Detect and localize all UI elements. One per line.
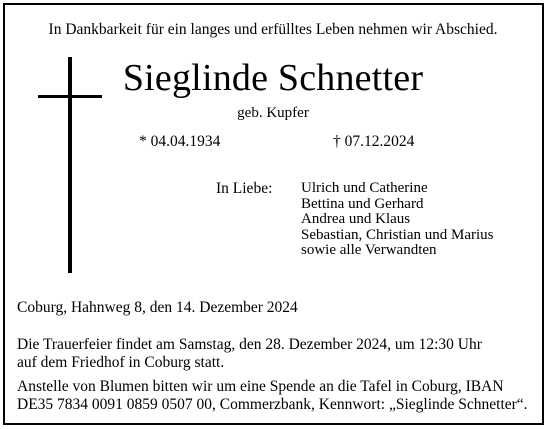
cross-icon-horizontal (38, 95, 102, 98)
service-line: auf dem Friedhof in Coburg statt. (17, 354, 225, 371)
intro-text: In Dankbarkeit für ein langes und erfülltes Leben nehmen wir Abschied. (48, 21, 498, 38)
birth-date: * 04.04.1934 (139, 133, 221, 150)
mourner-entry: Ulrich und Catherine (301, 180, 428, 196)
death-date: † 07.12.2024 (333, 133, 415, 150)
mourners-list (301, 181, 493, 259)
mourner-entry: sowie alle Verwandten (301, 242, 437, 258)
donation-info (17, 378, 528, 414)
mourner-entry: Andrea und Klaus (301, 211, 411, 227)
mourner-entry: Sebastian, Christian und Marius (301, 226, 494, 243)
donation-line: DE35 7834 0091 0859 0507 00, Commerzbank, Kennwort: „Sieglinde Schnetter“. (17, 396, 528, 413)
funeral-service-info (17, 336, 482, 372)
cross-icon-vertical (68, 57, 72, 273)
place-date: Coburg, Hahnweg 8, den 14. Dezember 2024 (17, 299, 298, 316)
maiden-name: geb. Kupfer (237, 105, 309, 121)
mourner-entry: Bettina und Gerhard (301, 195, 424, 212)
donation-line: Anstelle von Blumen bitten wir um eine Spende an die Tafel in Coburg, IBAN (17, 378, 504, 395)
deceased-name: Sieglinde Schnetter (122, 57, 424, 99)
service-line: Die Trauerfeier findet am Samstag, den 28. Dezember 2024, um 12:30 Uhr (17, 336, 482, 353)
mourners-label: In Liebe: (216, 180, 273, 197)
